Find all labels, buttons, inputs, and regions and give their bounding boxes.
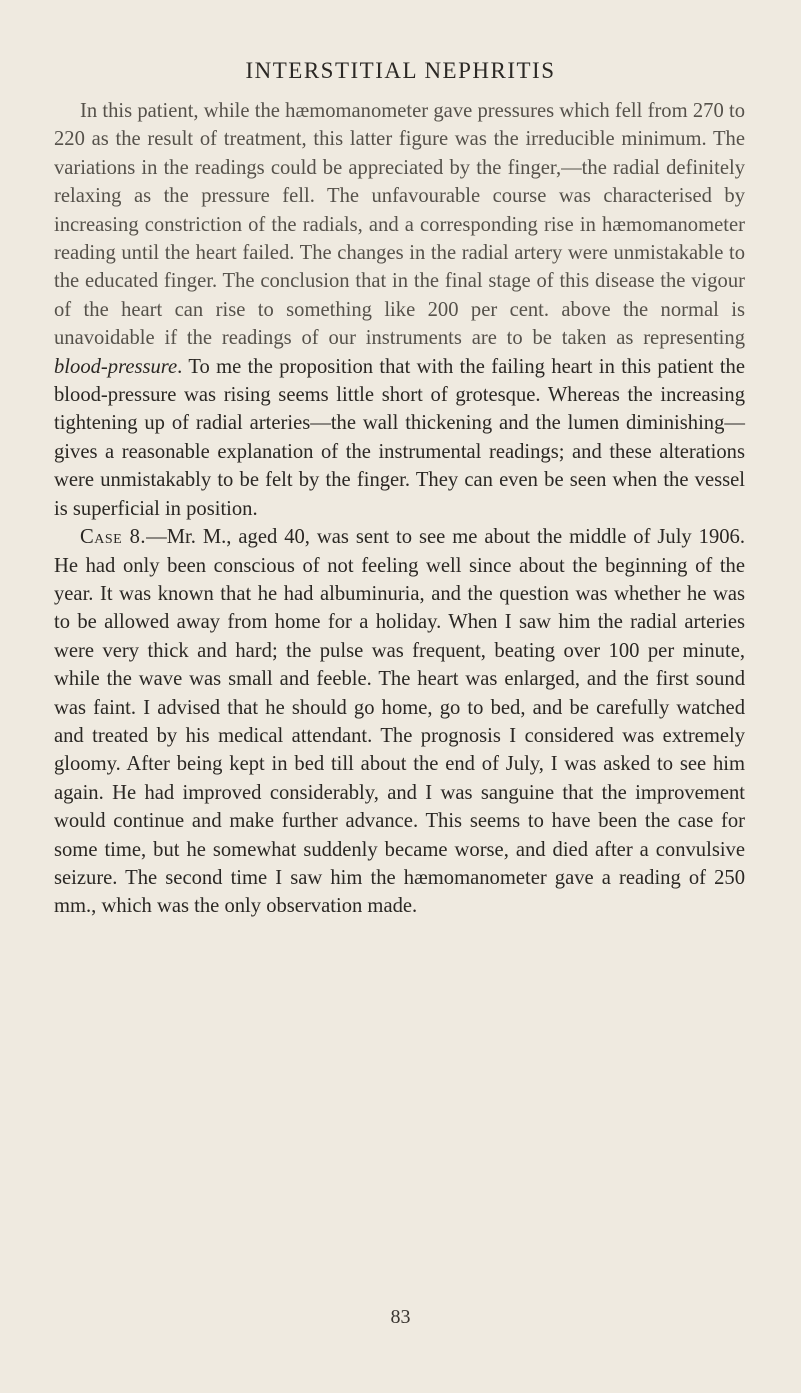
body-text xyxy=(54,97,745,921)
paragraph-2 xyxy=(54,523,745,921)
paragraph-2-text: —Mr. M., aged 40, was sent to see me about the middle of July 1906. He had only been conscious of not feeling well since about the beginning of the year. It was known that he had albuminuria, and the question was whether he was to be allowed away from home for a holiday. When I saw him the radial arteries were very thick and hard; the pulse was frequent, beating over 100 per minute, while the wave was small and feeble. The heart was enlarged, and the first sound was faint. I advised that he should go home, go to bed, and be carefully watched and treated by his medical attendant. The prognosis I considered was extremely gloomy. After being kept in bed till about the end of July, I was asked to see him again. He had improved considerably, and I was sanguine that the improvement would continue and make further advance. This seems to have been the case for some time, but he somewhat suddenly became worse, and died after a convulsive seizure. The second time I saw him the hæmomanometer gave a reading of 250 mm., which was the only observation made. xyxy=(54,526,746,918)
running-head: INTERSTITIAL NEPHRITIS xyxy=(245,58,556,83)
case-label: Case 8. xyxy=(80,526,147,549)
paragraph-1-lead: In this patient, while the hæmomanometer gave pressures which fell from 270 to 220 as the result of treatment, this latter figure was the irreducible minimum. The variations in the readings could be appreciated by the finger,—the radial definitely relaxing as the pressure fell. The unfavourable course was characterised by increasing constriction of the radials, and a corresponding rise in hæmomanometer reading until the heart failed. The changes in the radial artery were unmistakable to the educated finger. The conclusion that in the final stage of this disease the vigour of the heart can rise to something like 200 per cent. above the normal is unavoidable if the readings of our instruments are to be taken as representing xyxy=(54,100,745,350)
paragraph-1-rest: . To me the proposition that with the failing heart in this patient the blood-pressure was rising seems little short of grotesque. Whereas the increasing tightening up of radial arteries—the wall thickening and the lumen diminishing—gives a reasonable explanation of the instrumental readings; and these alterations were unmistakably to be felt by the finger. They can even be seen when the vessel is superficial in position. xyxy=(54,355,745,520)
page-number: 83 xyxy=(390,1306,411,1328)
emphasis-blood-pressure: blood-pressure xyxy=(54,355,178,378)
paragraph-1 xyxy=(54,97,745,523)
